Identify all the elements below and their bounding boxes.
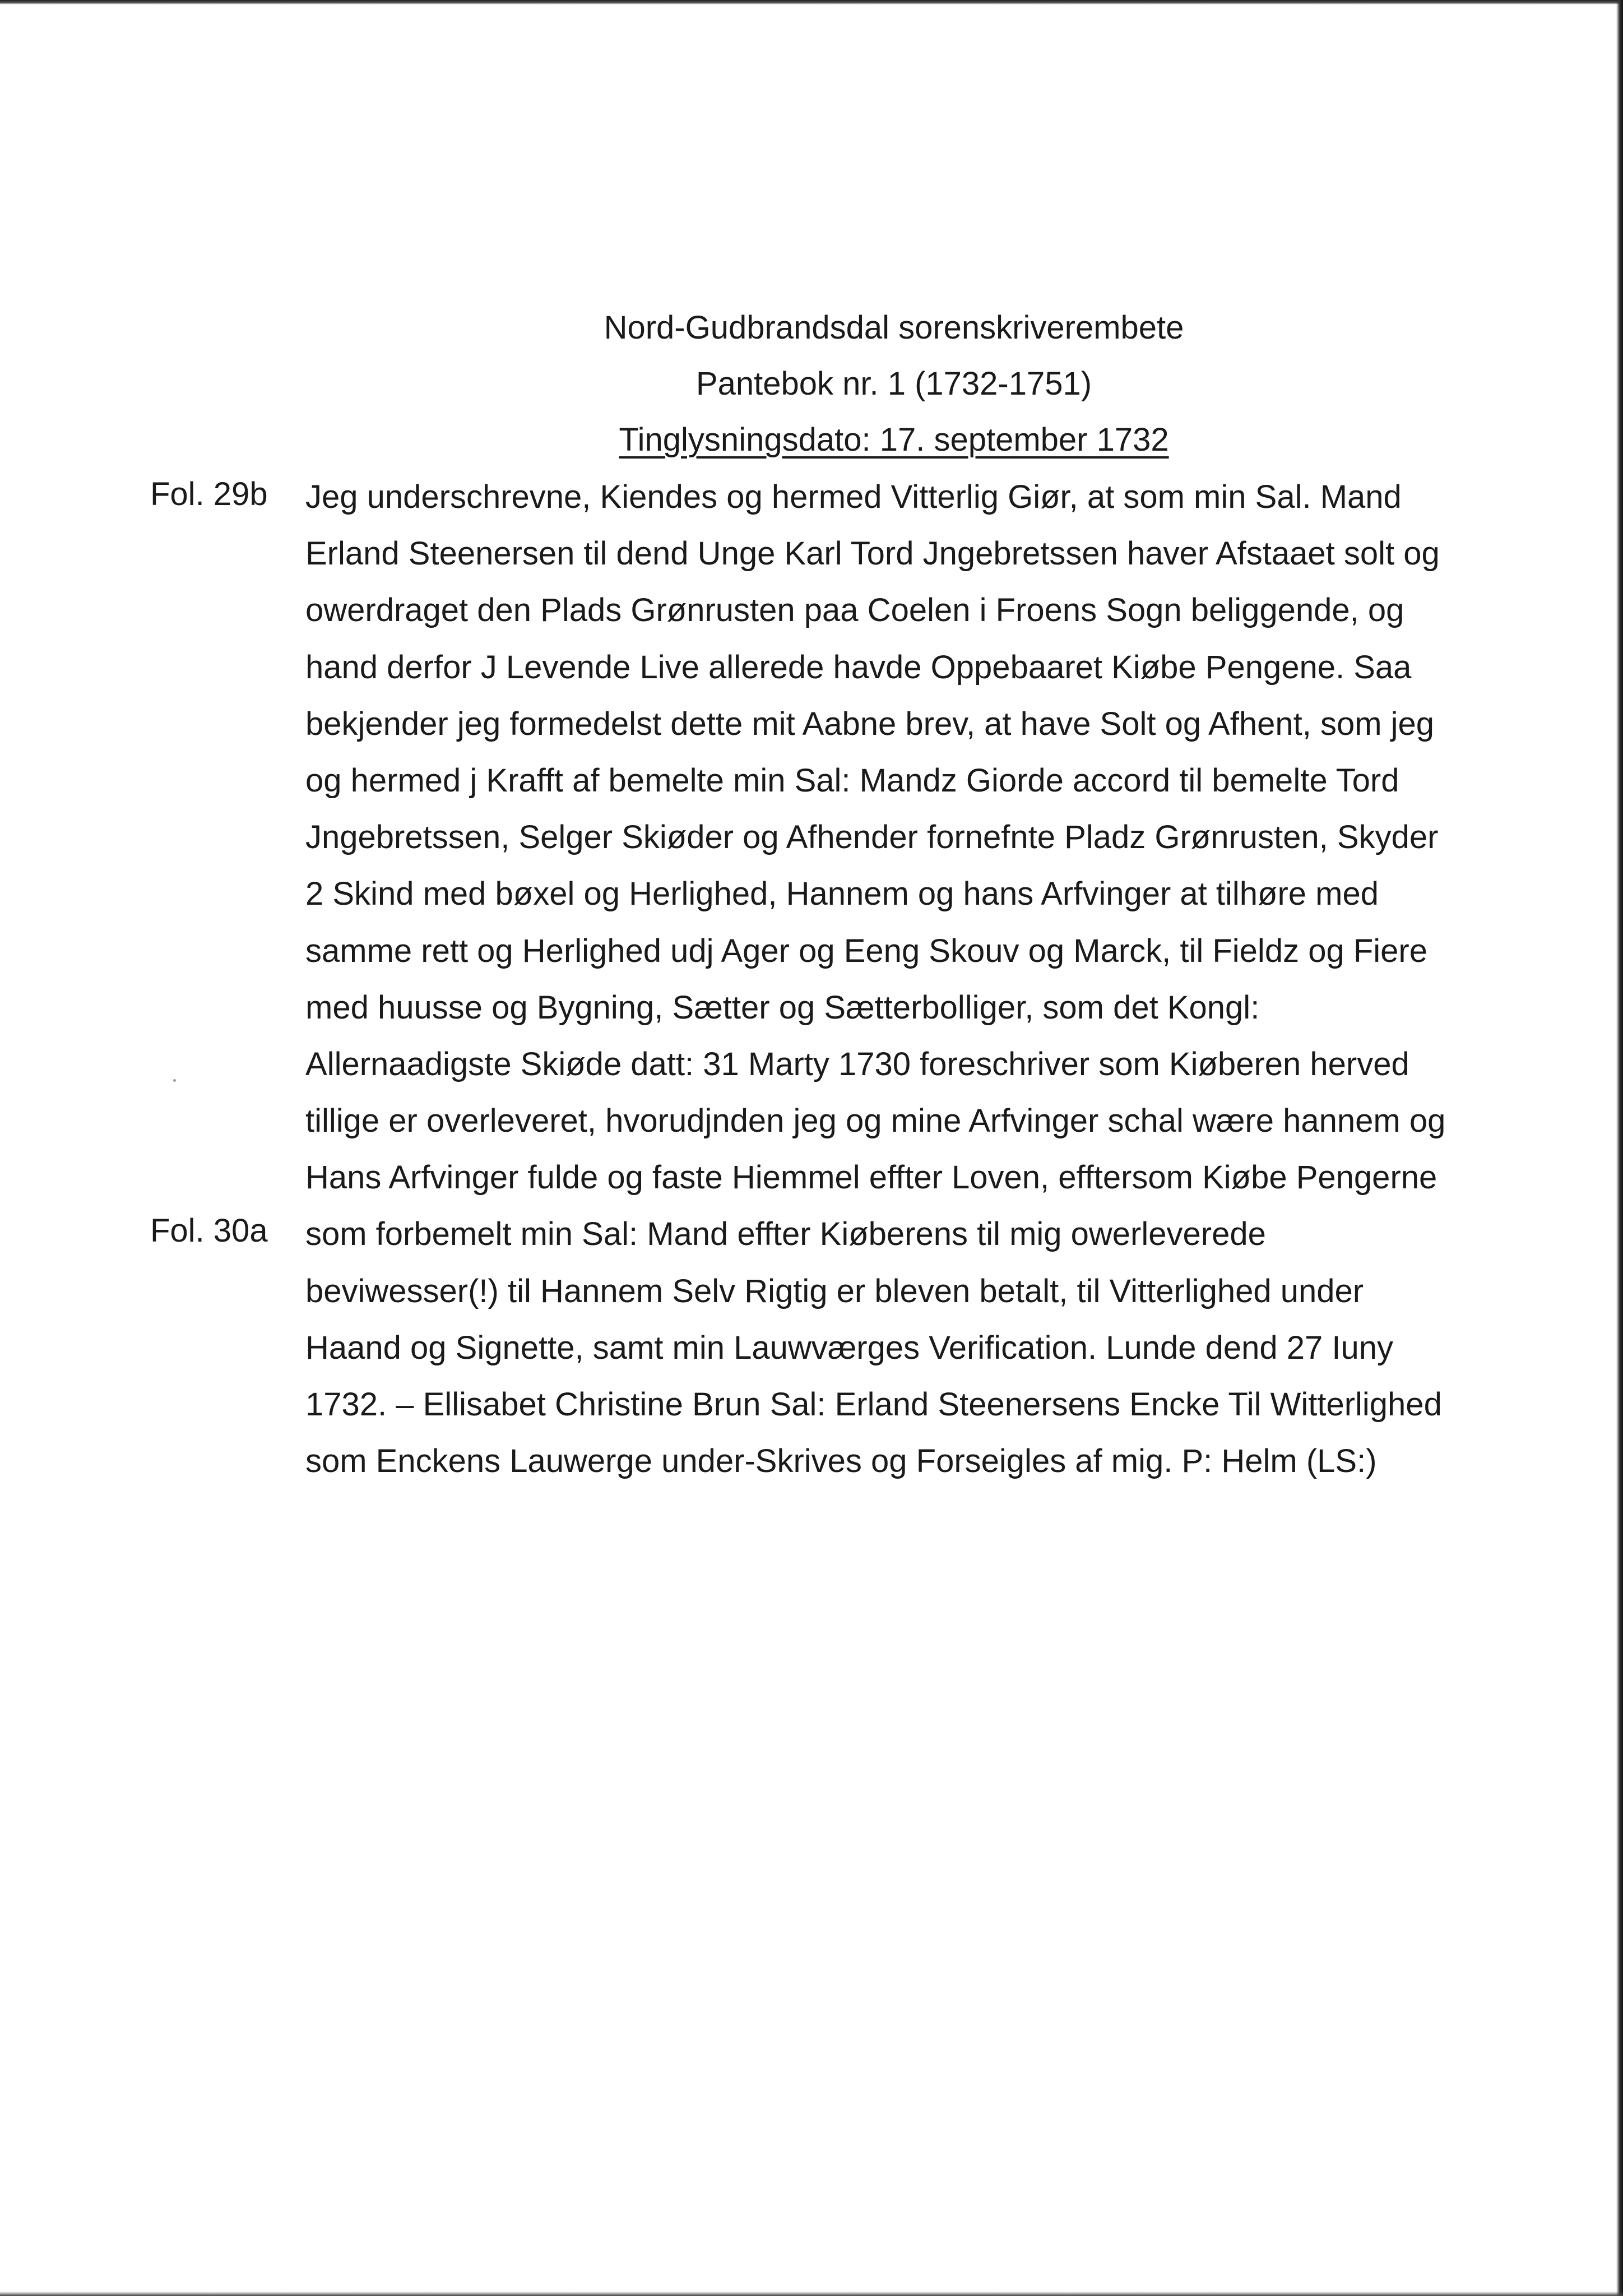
text-line: og hermed j Krafft af bemelte min Sal: Mandz Giorde accord til bemelte Tord: [305, 762, 1399, 799]
scan-speck: [173, 1079, 176, 1082]
book-title: Pantebok nr. 1 (1732-1751): [695, 365, 1092, 402]
text-line: hand derfor J Levende Live allerede havde Oppebaaret Kiøbe Pengene. Saa: [305, 649, 1412, 686]
text-line: Erland Steenersen til dend Unge Karl Tord Jngebretssen haver Afstaaet solt og: [305, 535, 1440, 572]
scan-edge-bottom: [0, 2292, 1623, 2296]
text-line: som forbemelt min Sal: Mand effter Kiøberens til mig owerleverede: [305, 1216, 1266, 1253]
registration-date: Tinglysningsdato: 17. september 1732: [619, 422, 1169, 458]
scan-edge-top: [0, 0, 1623, 4]
text-line: som Enckens Lauwerge under-Skrives og Forseigles af mig. P: Helm (LS:): [305, 1443, 1377, 1480]
text-line: tillige er overleveret, hvorudjnden jeg og mine Arfvinger schal wære hannem og: [305, 1103, 1446, 1140]
text-line: beviwesser(!) til Hannem Selv Rigtig er bleven betalt, til Vitterlighed under: [305, 1272, 1364, 1309]
folio-note-29b: Fol. 29b: [150, 476, 268, 512]
text-line: med huusse og Bygning, Sætter og Sætterbolliger, som det Kongl:: [305, 989, 1260, 1026]
document-header: [0, 300, 1623, 468]
text-line: 2 Skind med bøxel og Herlighed, Hannem og hans Arfvinger at tilhøre med: [305, 876, 1379, 913]
deed-text: [305, 469, 1494, 1489]
text-line: bekjender jeg formedelst dette mit Aabne brev, at have Solt og Afhent, som jeg: [305, 705, 1435, 742]
text-line: 1732. – Ellisabet Christine Brun Sal: Erland Steenersens Encke Til Witterlighed: [305, 1386, 1442, 1423]
text-line: Jngebretssen, Selger Skiøder og Afhender fornefnte Pladz Grønrusten, Skyder: [305, 819, 1439, 856]
text-line: samme rett og Herlighed udj Ager og Eeng Skouv og Marck, til Fieldz og Fiere: [305, 932, 1427, 969]
text-line: Hans Arfvinger fulde og faste Hiemmel effter Loven, efftersom Kiøbe Pengerne: [305, 1159, 1437, 1196]
office-title: Nord-Gudbrandsdal sorenskriverembete: [604, 309, 1184, 346]
text-line: Allernaadigste Skiøde datt: 31 Marty 1730 foreschriver som Kiøberen herved: [305, 1045, 1409, 1082]
text-line: Jeg underschrevne, Kiendes og hermed Vitterlig Giør, at som min Sal. Mand: [305, 479, 1402, 515]
folio-note-30a: Fol. 30a: [150, 1212, 268, 1249]
text-line: owerdraget den Plads Grønrusten paa Coelen i Froens Sogn beliggende, og: [305, 592, 1404, 629]
text-line: Haand og Signette, samt min Lauwværges Verification. Lunde dend 27 Iuny: [305, 1329, 1393, 1366]
